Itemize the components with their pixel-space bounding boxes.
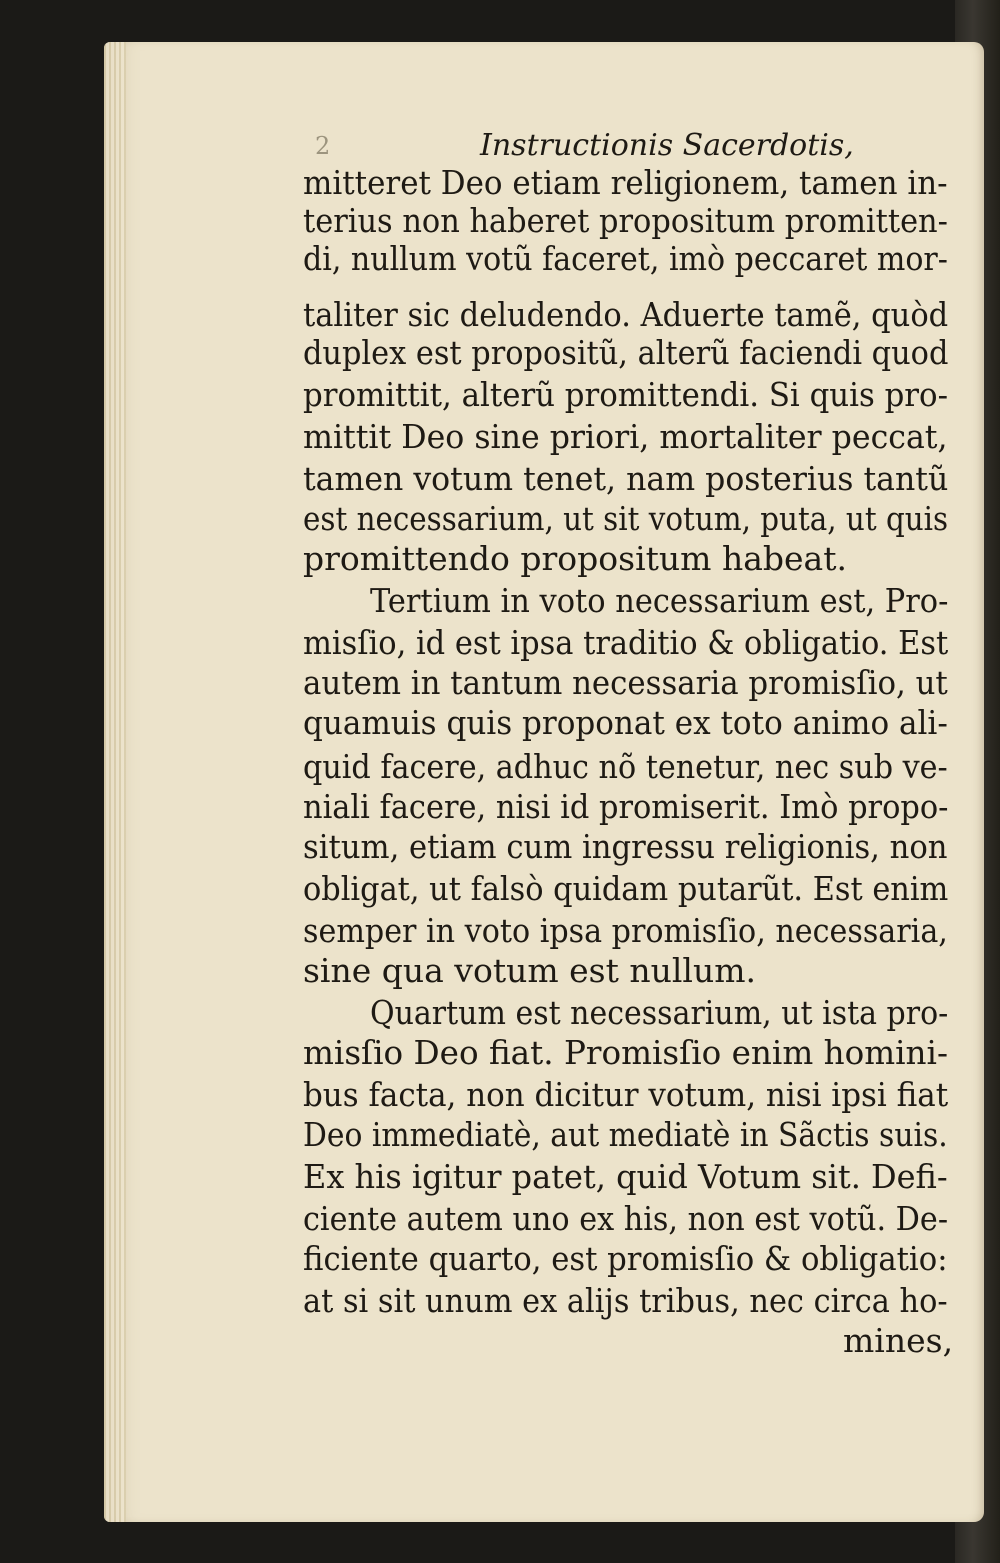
body-line: mitteret Deo etiam religionem, tamen in- — [303, 163, 948, 202]
body-line: ficiente quarto, est promisſio & obligatio: — [303, 1239, 948, 1278]
body-line: promittendo propositum habeat. — [303, 539, 847, 578]
paragraph-start: Quartum est necessarium, ut ista pro- — [370, 993, 949, 1032]
body-line: at si sit unum ex alijs tribus, nec circa ho- — [303, 1281, 948, 1320]
body-line: misſio Deo fiat. Promisſio enim homini- — [303, 1033, 948, 1072]
body-line: duplex est propositũ, alterũ faciendi quod — [303, 333, 949, 372]
body-line: bus facta, non dicitur votum, nisi ipsi fiat — [303, 1075, 949, 1114]
body-line: promittit, alterũ promittendi. Si quis pro- — [303, 375, 948, 414]
body-line: tamen votum tenet, nam posterius tantũ — [303, 459, 949, 498]
running-title: Instructionis Sacerdotis, — [480, 128, 854, 163]
body-line: quamuis quis proponat ex toto animo ali- — [303, 703, 948, 742]
page-edges — [104, 42, 126, 1522]
body-line: sine qua votum est nullum. — [303, 951, 756, 990]
body-line: Ex his igitur patet, quid Votum sit. Defi- — [303, 1157, 948, 1196]
body-line: terius non haberet propositum promitten- — [303, 201, 948, 240]
body-line: Deo immediatè, aut mediatè in Sãctis suis. — [303, 1115, 948, 1154]
body-line: misſio, id est ipsa traditio & obligatio. Est — [303, 623, 949, 662]
body-line: semper in voto ipsa promisſio, necessaria, — [303, 911, 948, 950]
body-line: autem in tantum necessaria promisſio, ut — [303, 663, 948, 702]
body-line: est necessarium, ut sit votum, puta, ut quis — [303, 499, 949, 538]
body-line: quid facere, adhuc nõ tenetur, nec sub ve- — [303, 747, 948, 786]
body-line: niali facere, nisi id promiserit. Imò propo- — [303, 787, 949, 826]
body-line: situm, etiam cum ingressu religionis, non — [303, 827, 948, 866]
catchword: mines, — [843, 1321, 954, 1360]
body-line: obligat, ut falsò quidam putarũt. Est enim — [303, 869, 949, 908]
body-line: di, nullum votũ faceret, imò peccaret mor- — [303, 239, 948, 278]
page-number: 2 — [315, 132, 331, 160]
body-line: ciente autem uno ex his, non est votũ. De- — [303, 1199, 949, 1238]
paragraph-start: Tertium in voto necessarium est, Pro- — [370, 581, 949, 620]
body-line: taliter sic deludendo. Aduerte tamẽ, quòd — [303, 295, 949, 334]
body-line: mittit Deo sine priori, mortaliter peccat, — [303, 417, 948, 456]
